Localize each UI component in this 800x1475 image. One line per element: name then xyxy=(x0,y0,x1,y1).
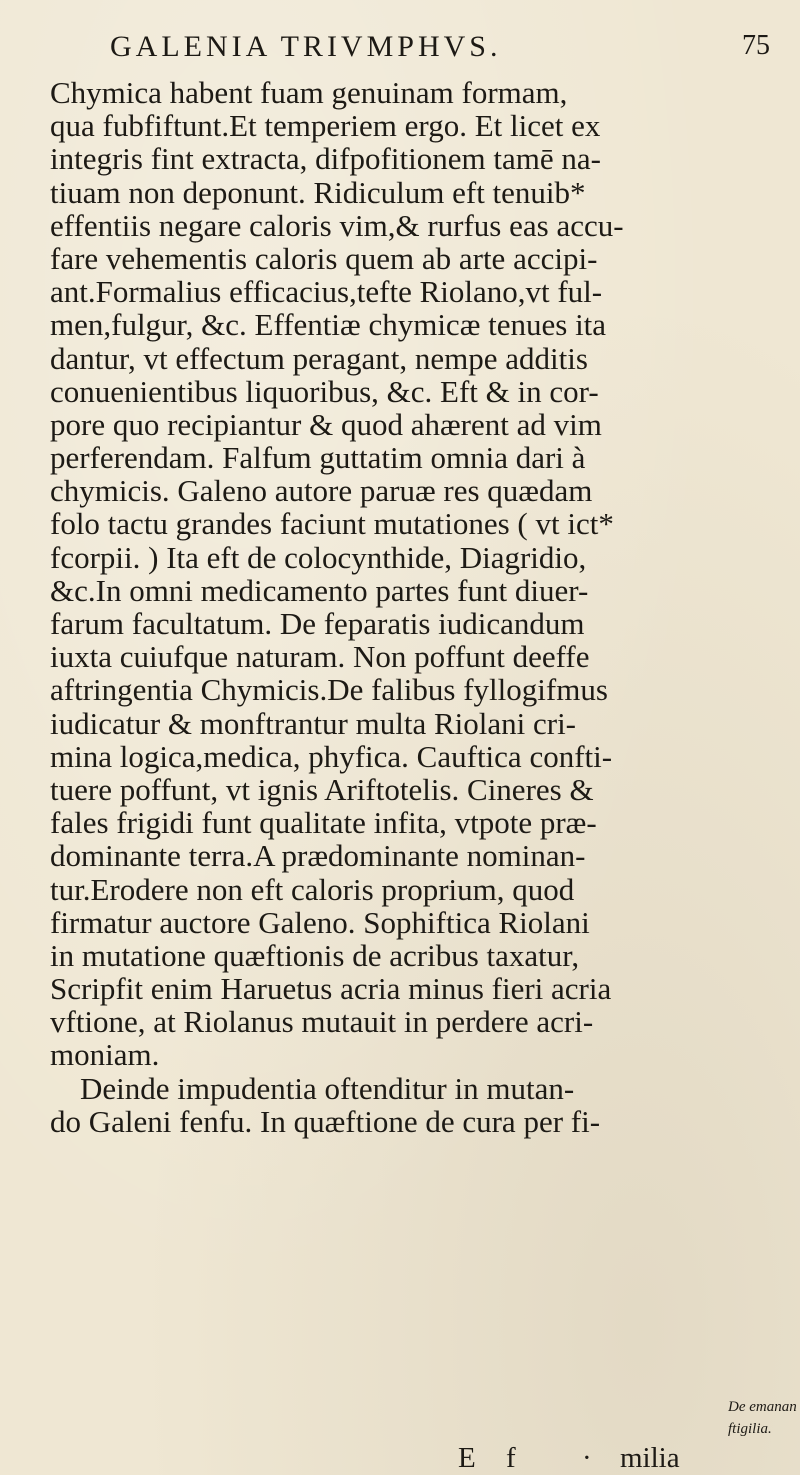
text-line: fare vehementis caloris quem ab arte accipi- xyxy=(50,240,598,276)
text-line: folo tactu grandes faciunt mutationes ( vt ict* xyxy=(50,506,614,542)
text-line: mina logica,medica, phyfica. Cauftica confti- xyxy=(50,738,613,774)
text-line: Chymica habent fuam genuinam formam, xyxy=(50,75,568,110)
signature-dot: · xyxy=(582,1442,592,1474)
text-line: conuenientibus liquoribus, &c. Eft & in cor- xyxy=(50,373,599,409)
text-line: farum facultatum. De feparatis iudicandum xyxy=(50,606,585,641)
text-line: ant.Formalius efficacius,tefte Riolano,vt ful- xyxy=(50,274,603,310)
text-line: in mutatione quæftionis de acribus taxatur, xyxy=(50,937,580,973)
text-line: Deinde impudentia oftenditur in mutan- xyxy=(80,1070,575,1106)
marginal-note-line: De emanan xyxy=(728,1399,797,1415)
page-header xyxy=(110,30,770,74)
text-line: chymicis. Galeno autore paruæ res quædam xyxy=(50,473,593,509)
text-line: moniam. xyxy=(50,1037,160,1073)
text-line: fcorpii. ) Ita eft de colocynthide, Diagridio, xyxy=(50,539,587,575)
text-line: fales frigidi funt qualitate infita, vtpote præ- xyxy=(50,805,597,841)
text-line: integris fint extracta, difpofitionem tamē na- xyxy=(50,141,601,177)
catchword: milia xyxy=(620,1442,680,1474)
text-line: firmatur auctore Galeno. Sophiftica Riolani xyxy=(50,904,590,940)
text-line: Scripfit enim Haruetus acria minus fieri acria xyxy=(50,971,612,1007)
footer-signature-line xyxy=(0,1442,800,1475)
text-line: pore quo recipiantur & quod ahærent ad vim xyxy=(50,406,602,442)
text-line: tur.Erodere non eft caloris proprium, quod xyxy=(50,871,575,907)
text-line: vftione, at Riolanus mutauit in perdere acri- xyxy=(50,1004,594,1040)
text-line: do Galeni fenfu. In quæftione de cura per fi- xyxy=(50,1103,601,1139)
text-line: iudicatur & monftrantur multa Riolani cri- xyxy=(50,705,577,741)
body-text xyxy=(50,76,770,1138)
text-line: tuere poffunt, vt ignis Ariftotelis. Cineres & xyxy=(50,771,594,807)
text-line: effentiis negare caloris vim,& rurfus eas accu- xyxy=(50,207,624,243)
page-number: 75 xyxy=(742,30,770,61)
text-line: &c.In omni medicamento partes funt diuer- xyxy=(50,572,589,608)
text-line: qua fubfiftunt.Et temperiem ergo. Et licet ex xyxy=(50,108,601,144)
running-head: GALENIA TRIVMPHVS. xyxy=(110,30,502,63)
text-line: iuxta cuiufque naturam. Non poffunt deeffe xyxy=(50,639,590,675)
text-line: perferendam. Falfum guttatim omnia dari à xyxy=(50,440,586,476)
signature-mark: E xyxy=(458,1442,476,1474)
text-line: dominante terra.A prædominante nominan- xyxy=(50,838,586,874)
signature-sub: f xyxy=(506,1442,516,1474)
text-line: tiuam non deponunt. Ridiculum eft tenuib* xyxy=(50,174,586,210)
marginal-note xyxy=(728,1396,800,1440)
marginal-note-line: ftigilia. xyxy=(728,1421,772,1437)
text-line: aftringentia Chymicis.De falibus fyllogifmus xyxy=(50,672,608,708)
text-line: dantur, vt effectum peragant, nempe additis xyxy=(50,340,588,376)
text-line: men,fulgur, &c. Effentiæ chymicæ tenues ita xyxy=(50,307,607,343)
